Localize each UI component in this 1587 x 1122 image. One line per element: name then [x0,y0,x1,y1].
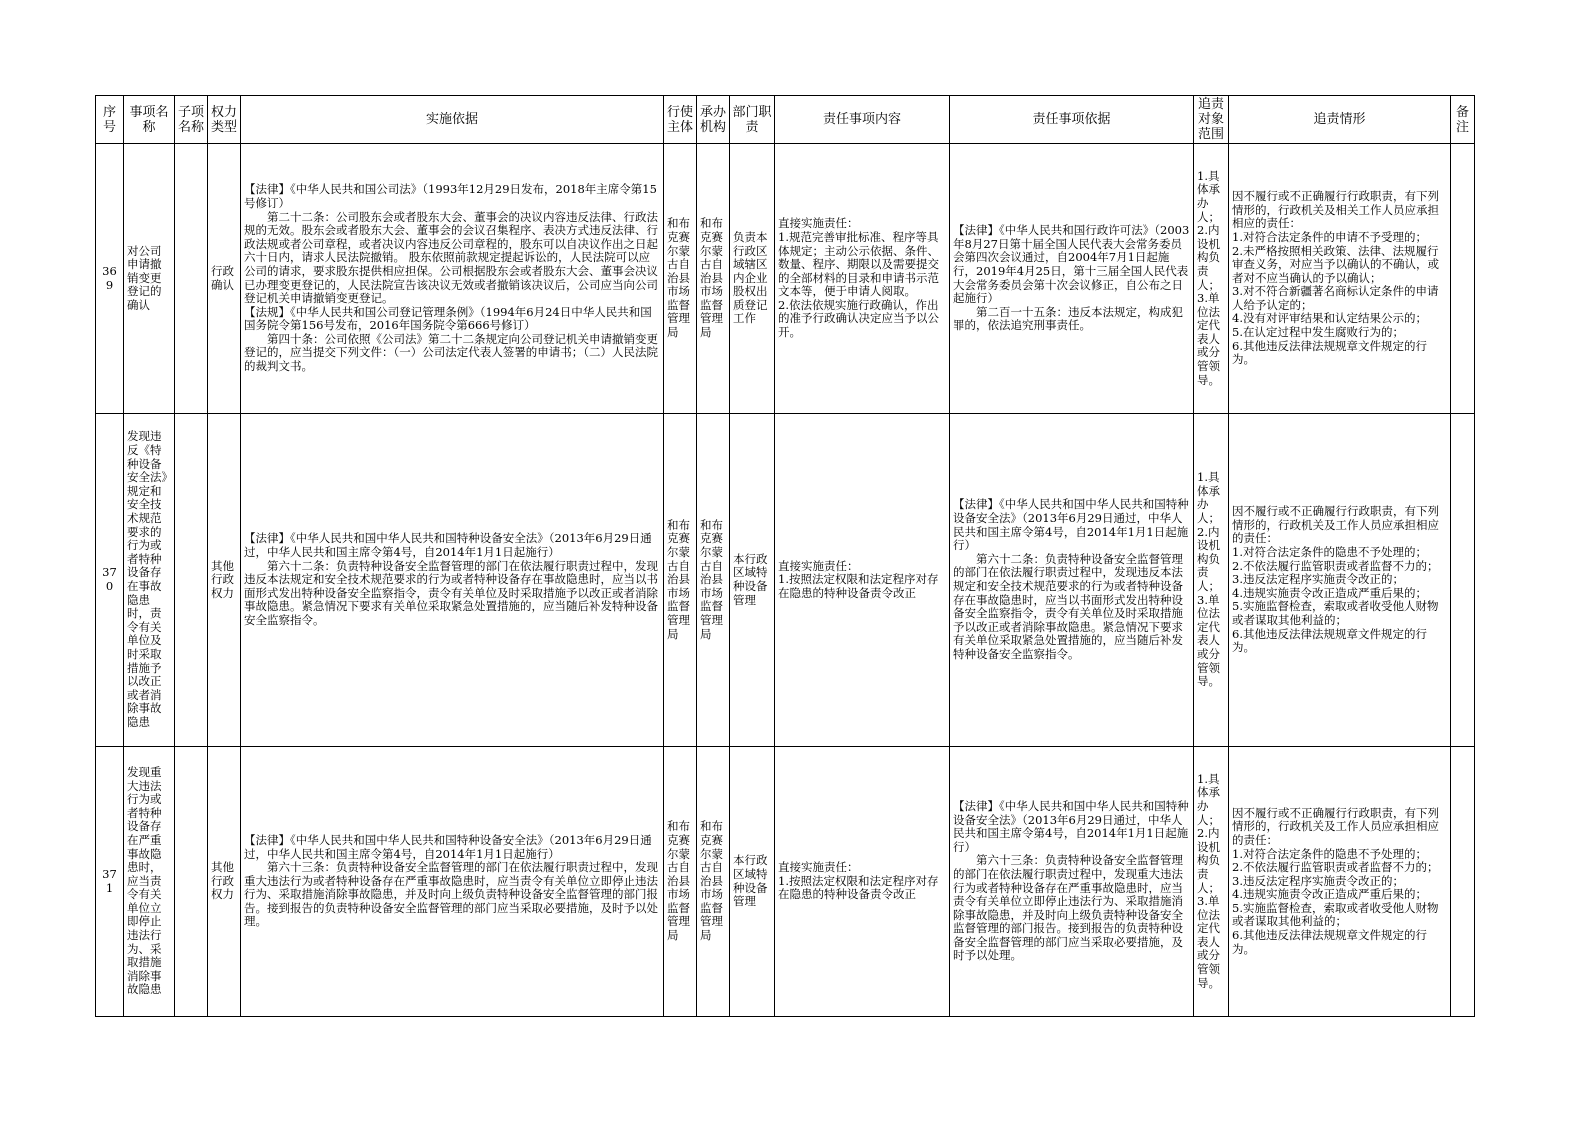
row-type: 其他行政权力 [208,414,241,747]
header-row [96,96,1475,144]
header-duty: 部门职责 [730,96,775,144]
row-agency: 和布克赛尔蒙古自治县市场监督管理局 [697,144,730,414]
row-agency: 和布克赛尔蒙古自治县市场监督管理局 [697,747,730,1017]
row-no: 369 [96,144,124,414]
header-content: 责任事项内容 [775,96,950,144]
row-name: 发现违反《特种设备安全法》规定和安全技术规范要求的行为或者特种设备存在事故隐患时，责令有关单位及时采取措施予以改正或者消除事故隐患 [124,414,175,747]
header-situation: 追责情形 [1229,96,1451,144]
row-name: 发现重大违法行为或者特种设备存在严重事故隐患时，应当责令有关单位立即停止违法行为、采取措施消除事故隐患 [124,747,175,1017]
row-subject: 和布克赛尔蒙古自治县市场监督管理局 [664,144,697,414]
row-no: 371 [96,747,124,1017]
row-subject: 和布克赛尔蒙古自治县市场监督管理局 [664,747,697,1017]
row-situation: 因不履行或不正确履行行政职责，有下列情形的，行政机关及工作人员应承担相应的责任： 1.对符合法定条件的隐患不予处理的； 2.不依法履行监管职责或者监督不力的； 3.违反法定程序实施责令改正的； 4.违规实施责令改正造成严重后果的； 5.实施监督检查，索取或者收受他人财物或者谋取其他利益的； 6.其他违反法律法规规章文件规定的行为。 [1229,414,1451,747]
row-situation: 因不履行或不正确履行行政职责，有下列情形的，行政机关及相关工作人员应承担相应的责任： 1.对符合法定条件的申请不予受理的； 2.未严格按照相关政策、法律、法规履行审查义务，对应当予以确认的不确认，或者对不应当确认的予以确认； 3.对不符合新疆著名商标认定条件的申请人给予认定的； 4.没有对评审结果和认定结果公示的； 5.在认定过程中发生腐败行为的； 6.其他违反法律法规规章文件规定的行为。 [1229,144,1451,414]
row-situation: 因不履行或不正确履行行政职责，有下列情形的，行政机关及工作人员应承担相应的责任： 1.对符合法定条件的隐患不予处理的； 2.不依法履行监管职责或者监督不力的； 3.违反法定程序实施责令改正的； 4.违规实施责令改正造成严重后果的； 5.实施监督检查，索取或者收受他人财物或者谋取其他利益的； 6.其他违反法律法规规章文件规定的行为。 [1229,747,1451,1017]
header-scope: 追责对象范围 [1194,96,1229,144]
header-agency: 承办机构 [697,96,730,144]
table-row [96,144,1475,414]
row-agency: 和布克赛尔蒙古自治县市场监督管理局 [697,414,730,747]
row-sub [175,414,208,747]
row-note [1451,414,1475,747]
row-type: 行政确认 [208,144,241,414]
header-sub: 子项名称 [175,96,208,144]
row-basis: 【法律】《中华人民共和国中华人民共和国特种设备安全法》（2013年6月29日通过，中华人民共和国主席令第4号，自2014年1月1日起施行） 第六十三条：负责特种设备安全监督管理的部门在依法履行职责过程中，发现重大违法行为或者特种设备存在严重事故隐患时，应当责令有关单位立即停止违法行为、采取措施消除事故隐患，并及时向上级负责特种设备安全监督管理的部门报告。接到报告的负责特种设备安全监督管理的部门应当采取必要措施，及时予以处理。 [241,747,664,1017]
row-content: 直接实施责任： 1.按照法定权限和法定程序对存在隐患的特种设备责令改正 [775,414,950,747]
row-note [1451,747,1475,1017]
row-content: 直接实施责任： 1.按照法定权限和法定程序对存在隐患的特种设备责令改正 [775,747,950,1017]
row-name: 对公司申请撤销变更登记的确认 [124,144,175,414]
header-name: 事项名称 [124,96,175,144]
row-content: 直接实施责任： 1.规范完善审批标准、程序等具体规定；主动公示依据、条件、数量、程序、期限以及需要提交的全部材料的目录和申请书示范文本等，便于申请人阅取。 2.依法依规实施行政确认，作出的准予行政确认决定应当予以公开。 [775,144,950,414]
header-note: 备注 [1451,96,1475,144]
row-resp-basis: 【法律】《中华人民共和国行政许可法》（2003年8月27日第十届全国人民代表大会常务委员会第四次会议通过，自2004年7月1日起施行，2019年4月25日，第十三届全国人民代表大会常务委员会第十次会议修正，自公布之日起施行） 第二百一十五条：违反本法规定，构成犯罪的，依法追究刑事责任。 [950,144,1194,414]
header-resp-basis: 责任事项依据 [950,96,1194,144]
row-resp-basis: 【法律】《中华人民共和国中华人民共和国特种设备安全法》（2013年6月29日通过，中华人民共和国主席令第4号，自2014年1月1日起施行） 第六十三条：负责特种设备安全监督管理的部门在依法履行职责过程中，发现重大违法行为或者特种设备存在严重事故隐患时，应当责令有关单位立即停止违法行为、采取措施消除事故隐患，并及时向上级负责特种设备安全监督管理的部门报告。接到报告的负责特种设备安全监督管理的部门应当采取必要措施，及时予以处理。 [950,747,1194,1017]
header-subject: 行使主体 [664,96,697,144]
row-no: 370 [96,414,124,747]
row-duty: 本行政区域特种设备管理 [730,747,775,1017]
responsibility-table [95,95,1475,1017]
row-duty: 本行政区域特种设备管理 [730,414,775,747]
header-basis: 实施依据 [241,96,664,144]
row-scope: 1.具体承办人； 2.内设机构负责人； 3.单位法定代表人或分管领导。 [1194,747,1229,1017]
row-sub [175,747,208,1017]
header-type: 权力类型 [208,96,241,144]
row-resp-basis: 【法律】《中华人民共和国中华人民共和国特种设备安全法》（2013年6月29日通过，中华人民共和国主席令第4号，自2014年1月1日起施行） 第六十二条：负责特种设备安全监督管理的部门在依法履行职责过程中，发现违反本法规定和安全技术规范要求的行为或者特种设备存在事故隐患时，应当以书面形式发出特种设备安全监察指令，责令有关单位及时采取措施予以改正或者消除事故隐患。紧急情况下要求有关单位采取紧急处置措施的，应当随后补发特种设备安全监察指令。 [950,414,1194,747]
row-scope: 1.具体承办人； 2.内设机构负责人； 3.单位法定代表人或分管领导。 [1194,144,1229,414]
row-subject: 和布克赛尔蒙古自治县市场监督管理局 [664,414,697,747]
row-basis: 【法律】《中华人民共和国中华人民共和国特种设备安全法》（2013年6月29日通过，中华人民共和国主席令第4号，自2014年1月1日起施行） 第六十二条：负责特种设备安全监督管理的部门在依法履行职责过程中，发现违反本法规定和安全技术规范要求的行为或者特种设备存在事故隐患时，应当以书面形式发出特种设备安全监察指令，责令有关单位及时采取措施予以改正或者消除事故隐患。紧急情况下要求有关单位采取紧急处置措施的，应当随后补发特种设备安全监察指令。 [241,414,664,747]
row-type: 其他行政权力 [208,747,241,1017]
header-no: 序号 [96,96,124,144]
row-basis: 【法律】《中华人民共和国公司法》（1993年12月29日发布，2018年主席令第15号修订） 第二十二条：公司股东会或者股东大会、董事会的决议内容违反法律、行政法规的无效。股东会或者股东大会、董事会的会议召集程序、表决方式违反法律、行政法规或者公司章程，或者决议内容违反公司章程的，股东可以自决议作出之日起六十日内，请求人民法院撤销。 股东依照前款规定提起诉讼的，人民法院可以应公司的请求，要求股东提供相应担保。公司根据股东会或者股东大会、董事会决议已办理变更登记的，人民法院宣告该决议无效或者撤销该决议后，公司应当向公司登记机关申请撤销变更登记。 【法规】《中华人民共和国公司登记管理条例》（1994年6月24日中华人民共和国国务院令第156号发布，2016年国务院令第666号修订） 第四十条：公司依照《公司法》第二十二条规定向公司登记机关申请撤销变更登记的，应当提交下列文件：（一）公司法定代表人签署的申请书；（二）人民法院的裁判文书。 [241,144,664,414]
row-note [1451,144,1475,414]
row-sub [175,144,208,414]
table-row [96,747,1475,1017]
row-duty: 负责本行政区域辖区内企业股权出质登记工作 [730,144,775,414]
row-scope: 1.具体承办人； 2.内设机构负责人； 3.单位法定代表人或分管领导。 [1194,414,1229,747]
table-row [96,414,1475,747]
